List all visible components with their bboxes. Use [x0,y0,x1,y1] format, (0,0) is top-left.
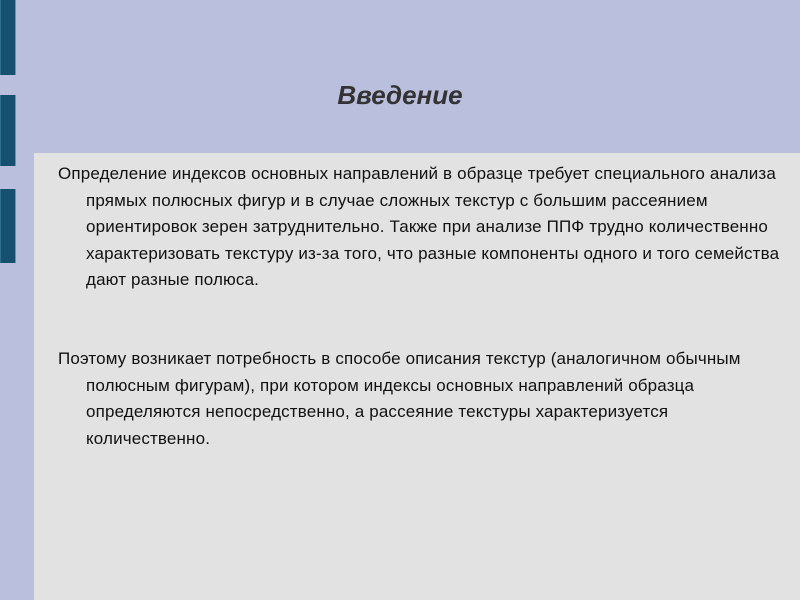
decorative-side-bar-top [0,0,16,75]
body-paragraph-2: Поэтому возникает потребность в способе описания текстур (аналогичном обычным полюсным фигурам), при котором индексы основных направлений образца определяются непосредственно, а рассеяние текстуры характеризуется количественно. [58,349,741,448]
decorative-side-bar-bottom [0,189,16,263]
body-paragraph-1: Определение индексов основных направлений в образце требует специального анализа прямых полюсных фигур и в случае сложных текстур с большим рассеянием ориентировок зерен затруднительно. Также при анализе ППФ трудно количественно характеризовать текстуру из-за того, что разные компоненты одного и того семейства дают разные полюса. [58,164,780,289]
slide-title: Введение [337,80,463,110]
